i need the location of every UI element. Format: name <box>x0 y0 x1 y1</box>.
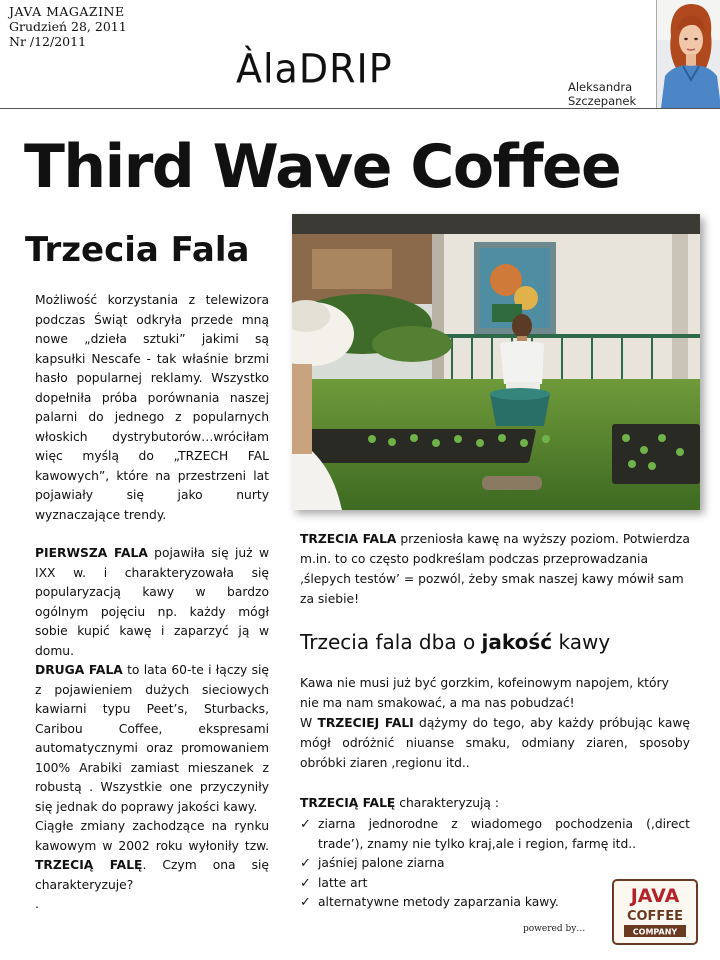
magazine-name: JAVA MAGAZINE <box>9 4 125 19</box>
first-wave-paragraph <box>35 544 269 661</box>
second-wave-label: DRUGA FALA <box>35 663 123 677</box>
check-icon: ✓ <box>300 817 311 832</box>
section-title-before: Trzecia fala dba o <box>300 630 482 654</box>
right-column <box>300 529 690 913</box>
paragraph-gap <box>35 525 269 544</box>
list-item <box>300 854 690 874</box>
nuance-label: TRZECIEJ FALI <box>317 716 414 730</box>
first-wave-text: pojawiła się już w IXX w. i charakteryzowała się popularyzacją kawy w bardzo ogólnym pojęciu np. każdy mógł sobie kupić kawę i zaparzyć ją w domu. <box>35 546 270 658</box>
check-icon: ✓ <box>300 856 311 871</box>
author-first-name: Aleksandra <box>568 80 633 94</box>
changes-label: TRZECIĄ FALĘ <box>35 858 143 872</box>
author-last-name: Szczepanek <box>568 94 637 108</box>
issue-date: Grudzień 28, 2011 <box>9 19 127 34</box>
author-name <box>568 80 636 108</box>
trailing-dot: . <box>35 897 39 911</box>
section-title-bold: jakość <box>481 630 553 654</box>
masthead-meta <box>9 4 127 49</box>
coffee-seedlings-photo <box>292 214 700 510</box>
first-wave-label: PIERWSZA FALA <box>35 546 148 560</box>
column-brand: ÀlaDRIP <box>236 45 393 93</box>
powered-by: powered by… <box>523 924 586 934</box>
nuance-paragraph <box>300 713 690 773</box>
nuance-text-before: W <box>300 716 318 730</box>
author-portrait <box>656 0 720 108</box>
logo-line-2: COFFEE <box>626 909 684 924</box>
paragraph-gap <box>300 773 690 793</box>
logo-line-1: JAVA <box>630 885 680 907</box>
article-headline: Third Wave Coffee <box>24 132 621 202</box>
java-coffee-company-logo <box>612 879 698 945</box>
author-portrait-image <box>657 0 720 108</box>
features-heading <box>300 793 690 813</box>
issue-number: Nr /12/2011 <box>9 34 87 49</box>
logo-image <box>612 879 698 945</box>
changes-text-after: . Czym ona się charakteryzuje? <box>35 858 269 892</box>
check-icon: ✓ <box>300 875 311 891</box>
quality-paragraph: Kawa nie musi już być gorzkim, kofeinowym napojem, który nie ma nam smakować, a ma nas pobudzać! <box>300 676 669 710</box>
logo-line-3: COMPANY <box>632 927 678 937</box>
left-column <box>35 291 269 915</box>
check-icon: ✓ <box>300 895 311 910</box>
nuance-text-after: dążymy do tego, aby każdy próbując kawę mógł odróżnić niuanse smaku, odmiany ziaren, sposoby obróbki ziaren ,regionu itd.. <box>300 716 690 770</box>
article-photo <box>292 214 700 510</box>
second-wave-paragraph <box>35 661 269 817</box>
section-title-after: kawy <box>552 630 611 654</box>
third-wave-label: TRZECIA FALA <box>300 532 397 546</box>
changes-paragraph <box>35 817 269 895</box>
changes-text-before: Ciągłe zmiany zachodzące na rynku kawowym w 2002 roku wyłoniły tzw. <box>35 819 269 853</box>
list-item-text: alternatywne metody zaparzania kawy. <box>318 895 559 909</box>
list-item-text: latte art <box>318 875 368 890</box>
list-item-text: ziarna jednorodne z wiadomego pochodzenia (‚direct trade’), znamy nie tylko kraj,ale i region, farmę itd.. <box>318 817 690 851</box>
article-subheadline: Trzecia Fala <box>25 230 250 270</box>
intro-paragraph: Możliwość korzystania z telewizora podczas Świąt odkryła przede mną nowe „dzieła sztuki” jakimi są kapsułki Nescafe - tak właśnie brzmi hasło popularnej reklamy. Wszystko dopełniła próba porównania naszej palarni do jednego z popularnych włoskich dystrybutorów…wróciłam więc myślą do „TRZECH FAL kawowych”, które na przestrzeni lat pojawiały się jako nurty wyznaczające trendy. <box>35 293 269 522</box>
list-item-text: jaśniej palone ziarna <box>318 856 445 870</box>
masthead-divider <box>0 108 720 109</box>
second-wave-text: to lata 60-te i łączy się z pojawieniem dużych sieciowych kawiarni typu Peet’s, Sturbacks, Caribou Coffee, ekspresami automatycznymi oraz promowaniem 100% Arabiki zamiast mieszanek z robustą . Wszystkie one przyczyniły się jednak do poprawy jakości kawy. <box>35 663 269 814</box>
third-wave-paragraph <box>300 529 690 609</box>
section-title <box>300 629 690 655</box>
features-label: TRZECIĄ FALĘ <box>300 796 396 810</box>
features-heading-text: charakteryzują : <box>395 796 500 810</box>
list-item <box>300 815 690 854</box>
third-wave-text: przeniosła kawę na wyższy poziom. Potwierdza m.in. to co często podkreślam podczas przeprowadzania ‚ślepych testów’ = pozwól, żeby smak naszej kawy mówił sam za siebie! <box>300 532 690 606</box>
